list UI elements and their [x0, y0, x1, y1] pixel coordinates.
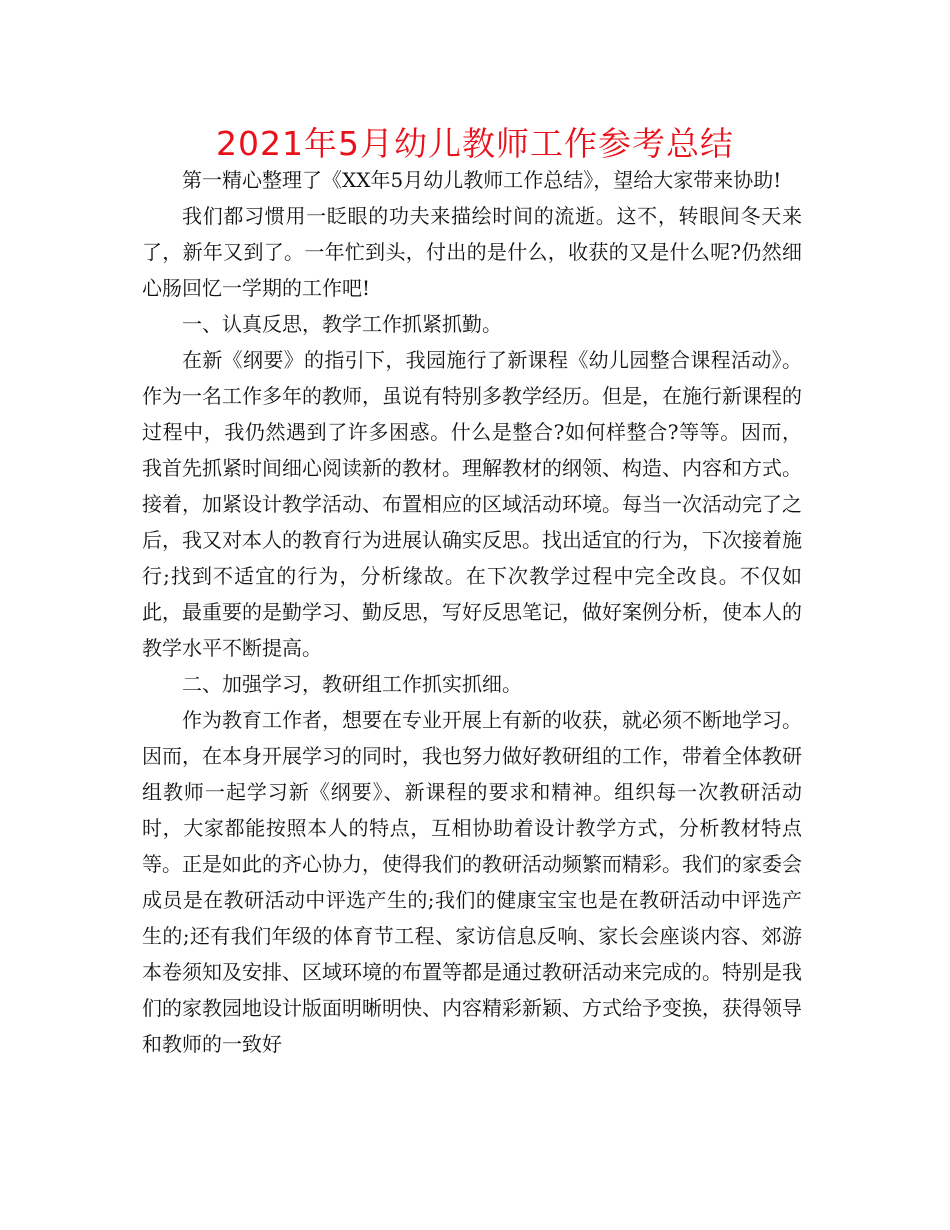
paragraph-intro: 第一精心整理了《XX年5月幼儿教师工作总结》，望给大家带来协助! [182, 168, 782, 192]
document-body [142, 162, 802, 1062]
section-heading-2: 二、加强学习，教研组工作抓实抓细。 [182, 672, 522, 696]
paragraph-section-2: 作为教育工作者，想要在专业开展上有新的收获，就必须不断地学习。因而，在本身开展学习的同时，我也努力做好教研组的工作，带着全体教研组教师一起学习新《纲要》、新课程的要求和精神。组织每一次教研活动时，大家都能按照本人的特点，互相协助着设计教学方式，分析教材特点等。正是如此的齐心协力，使得我们的教研活动频繁而精彩。我们的家委会成员是在教研活动中评选产生的;我们的健康宝宝也是在教研活动中评选产生的;还有我们年级的体育节工程、家访信息反响、家长会座谈内容、郊游本卷须知及安排、区域环境的布置等都是通过教研活动来完成的。特别是我们的家教园地设计版面明晰明快、内容精彩新颖、方式给予变换，获得领导和教师的一致好 [142, 708, 802, 1056]
paragraph-opening: 我们都习惯用一眨眼的功夫来描绘时间的流逝。这不，转眼间冬天来了，新年又到了。一年忙到头，付出的是什么，收获的又是什么呢?仍然细心肠回忆一学期的工作吧! [142, 204, 802, 300]
document-title: 2021年5月幼儿教师工作参考总结 [216, 124, 734, 163]
paragraph-section-1: 在新《纲要》的指引下，我园施行了新课程《幼儿园整合课程活动》。作为一名工作多年的教师，虽说有特别多教学经历。但是，在施行新课程的过程中，我仍然遇到了许多困惑。什么是整合?如何样整合?等等。因而，我首先抓紧时间细心阅读新的教材。理解教材的纲领、构造、内容和方式。接着，加紧设计教学活动、布置相应的区域活动环境。每当一次活动完了之后，我又对本人的教育行为进展认确实反思。找出适宜的行为，下次接着施行;找到不适宜的行为，分析缘故。在下次教学过程中完全改良。不仅如此，最重要的是勤学习、勤反思，写好反思笔记，做好案例分析，使本人的教学水平不断提高。 [142, 348, 802, 660]
section-heading-1: 一、认真反思，教学工作抓紧抓勤。 [182, 312, 502, 336]
